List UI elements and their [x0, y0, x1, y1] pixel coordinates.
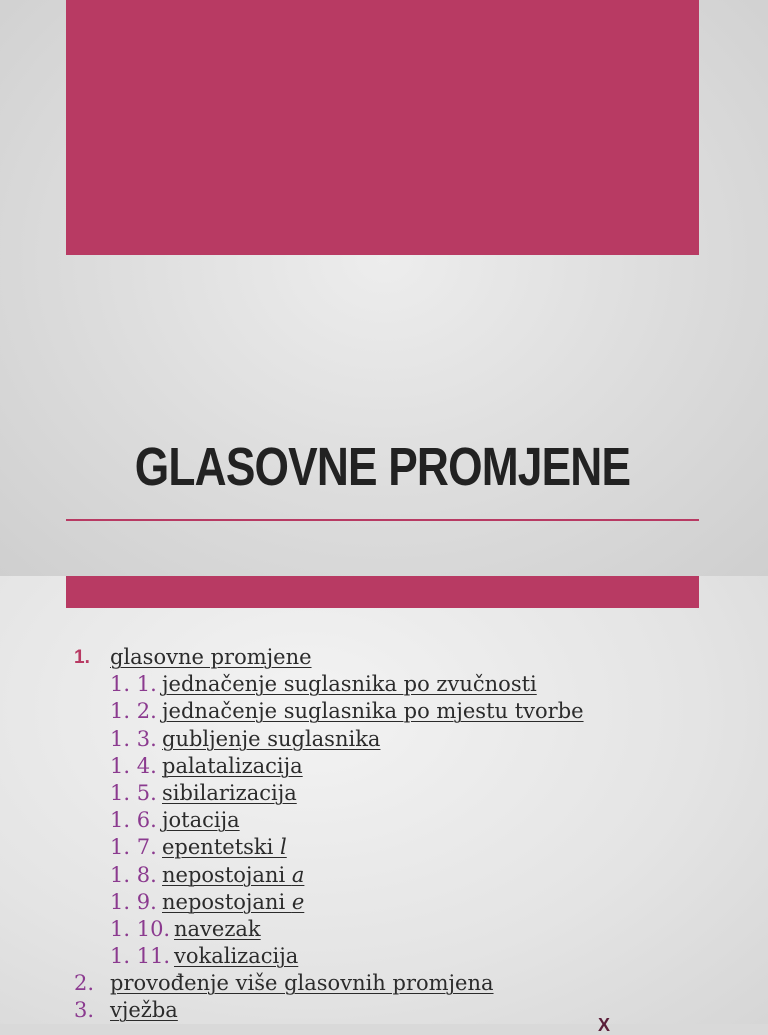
toc-item	[0, 943, 768, 970]
toc-link[interactable]: jednačenje suglasnika po zvučnosti	[162, 672, 537, 697]
toc-link[interactable]: jotacija	[162, 808, 240, 833]
toc-link[interactable]	[162, 834, 287, 861]
toc-item	[0, 862, 768, 889]
toc-number: 1. 8.	[110, 862, 157, 887]
toc-link-italic: e	[291, 889, 305, 914]
toc-item	[0, 916, 768, 943]
toc-link[interactable]	[162, 862, 304, 889]
accent-banner	[66, 576, 699, 608]
toc-link[interactable]: provođenje više glasovnih promjena	[110, 971, 494, 996]
contents-slide	[0, 576, 768, 1035]
toc-number: 1. 9.	[110, 889, 157, 914]
toc-link[interactable]: jednačenje suglasnika po mjestu tvorbe	[162, 699, 584, 724]
toc-number: 1. 10.	[110, 916, 171, 941]
toc-number: 1. 4.	[110, 753, 157, 778]
toc-item	[0, 889, 768, 916]
toc-link-text: nepostojani	[162, 862, 292, 887]
toc-link-italic: l	[280, 835, 287, 860]
toc-link[interactable]: glasovne promjene	[110, 645, 312, 669]
toc-number: 1. 11.	[110, 944, 171, 969]
toc-link[interactable]: vokalizacija	[174, 944, 299, 969]
title-divider	[66, 519, 699, 521]
slide-title: GLASOVNE PROMJENE	[134, 437, 631, 497]
table-of-contents	[0, 644, 768, 1035]
toc-link-italic: a	[291, 862, 305, 887]
toc-item	[0, 834, 768, 861]
cut-off-mark: X	[598, 1015, 611, 1035]
toc-item	[0, 644, 768, 671]
toc-number: 1. 6.	[110, 808, 157, 833]
toc-number: 2.	[74, 971, 95, 996]
toc-item	[0, 671, 768, 698]
toc-link[interactable]: vježba	[110, 998, 178, 1023]
toc-item	[0, 970, 768, 997]
toc-item	[0, 698, 768, 725]
toc-link[interactable]: navezak	[174, 916, 261, 941]
toc-number: 1. 7.	[110, 835, 157, 860]
toc-link-text: epentetski	[162, 835, 281, 860]
toc-number: 1.	[74, 647, 90, 668]
toc-number: 1. 2.	[110, 699, 157, 724]
toc-link[interactable]: gubljenje suglasnika	[162, 726, 381, 751]
toc-number: 1. 1.	[110, 672, 157, 697]
toc-item	[0, 726, 768, 753]
toc-item	[0, 997, 768, 1035]
toc-link[interactable]: sibilarizacija	[162, 780, 297, 805]
toc-link[interactable]	[162, 889, 304, 916]
toc-item	[0, 780, 768, 807]
toc-number: 1. 3.	[110, 726, 157, 751]
toc-number: 3.	[74, 998, 95, 1023]
toc-link-text: nepostojani	[162, 889, 292, 914]
toc-link[interactable]: palatalizacija	[162, 753, 303, 778]
accent-banner	[66, 0, 699, 255]
toc-item	[0, 807, 768, 834]
toc-number: 1. 5.	[110, 780, 157, 805]
toc-item	[0, 753, 768, 780]
